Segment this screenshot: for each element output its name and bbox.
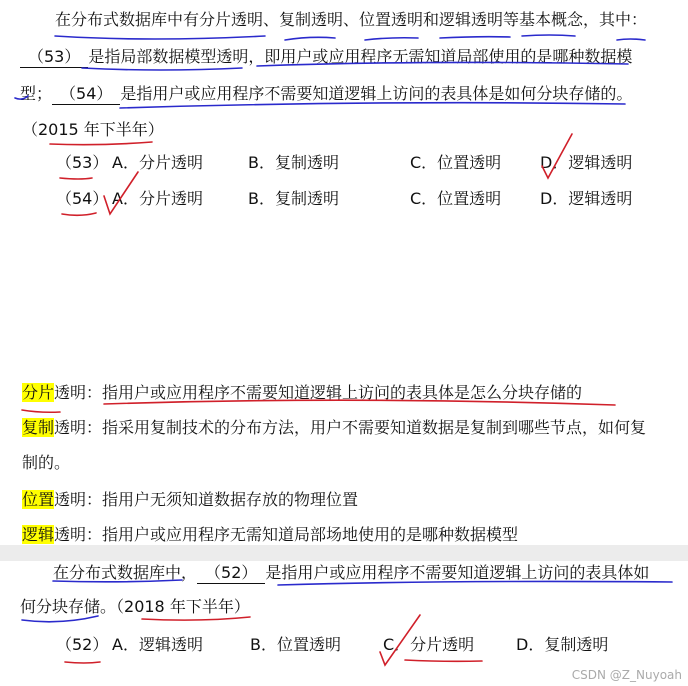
- q52-option-d: D．复制透明: [516, 635, 609, 654]
- q52-option-c: C．分片透明: [383, 635, 475, 654]
- note-term: 分片: [22, 383, 55, 402]
- q52-option-a: A．逻辑透明: [112, 635, 203, 654]
- note-replication: [22, 418, 646, 438]
- note-replication-cont: 制的。: [22, 453, 71, 472]
- note-term: 逻辑: [22, 525, 55, 544]
- note-term: 位置: [22, 490, 55, 509]
- note-location: [22, 490, 358, 510]
- q2-line2-text: 何分块存储。: [20, 597, 117, 616]
- q1-line1: 在分布式数据库中有分片透明、复制透明、位置透明和逻辑透明等基本概念，其中：: [55, 10, 648, 29]
- q53-num: （53）: [56, 153, 109, 172]
- q52-num: （52）: [56, 635, 109, 654]
- note-logical: [22, 525, 518, 545]
- watermark: CSDN @Z_Nuyoah: [571, 668, 682, 682]
- q53-option-c: C．位置透明: [410, 153, 502, 172]
- note-text: 透明：指采用复制技术的分布方法，用户不需要知道数据是复制到哪些节点，如何复: [54, 418, 647, 437]
- q54-option-a: A．分片透明: [112, 189, 203, 208]
- note-sharding: [22, 383, 582, 403]
- q54-option-d: D．逻辑透明: [540, 189, 633, 208]
- blank-53: （53）: [20, 47, 88, 68]
- note-term: 复制: [22, 418, 55, 437]
- q54-num: （54）: [56, 189, 109, 208]
- q1-line2-text: 是指局部数据模型透明，即用户或应用程序无需知道局部使用的是哪种数据模: [88, 47, 633, 66]
- q53-option-a: A．分片透明: [112, 153, 203, 172]
- q53-option-b: B．复制透明: [248, 153, 339, 172]
- q2-line2: [20, 597, 250, 617]
- q1-line3a: 型；: [20, 84, 53, 103]
- q1-line2: [20, 47, 632, 68]
- blank-54: （54）: [52, 84, 120, 105]
- q2-line1b: 是指用户或应用程序不需要知道逻辑上访问的表具体如: [265, 563, 650, 582]
- q53-option-d: D．逻辑透明: [540, 153, 633, 172]
- q1-line3: [20, 84, 632, 105]
- q54-option-b: B．复制透明: [248, 189, 339, 208]
- q2-year: （2018 年下半年）: [116, 597, 250, 616]
- blank-52: （52）: [197, 563, 265, 584]
- q2-line1: [53, 563, 649, 584]
- note-text: 透明：指用户无须知道数据存放的物理位置: [54, 490, 359, 509]
- screenshot-divider: [0, 545, 688, 561]
- note-text: 透明：指用户或应用程序不需要知道逻辑上访问的表具体是怎么分块存储的: [54, 383, 583, 402]
- q1-year: （2015 年下半年）: [22, 120, 164, 139]
- q1-line3b: 是指用户或应用程序不需要知道逻辑上访问的表具体是如何分块存储的。: [120, 84, 633, 103]
- q52-option-b: B．位置透明: [250, 635, 341, 654]
- note-text: 透明：指用户或应用程序无需知道局部场地使用的是哪种数据模型: [54, 525, 519, 544]
- q2-line1a: 在分布式数据库中，: [53, 563, 198, 582]
- q54-option-c: C．位置透明: [410, 189, 502, 208]
